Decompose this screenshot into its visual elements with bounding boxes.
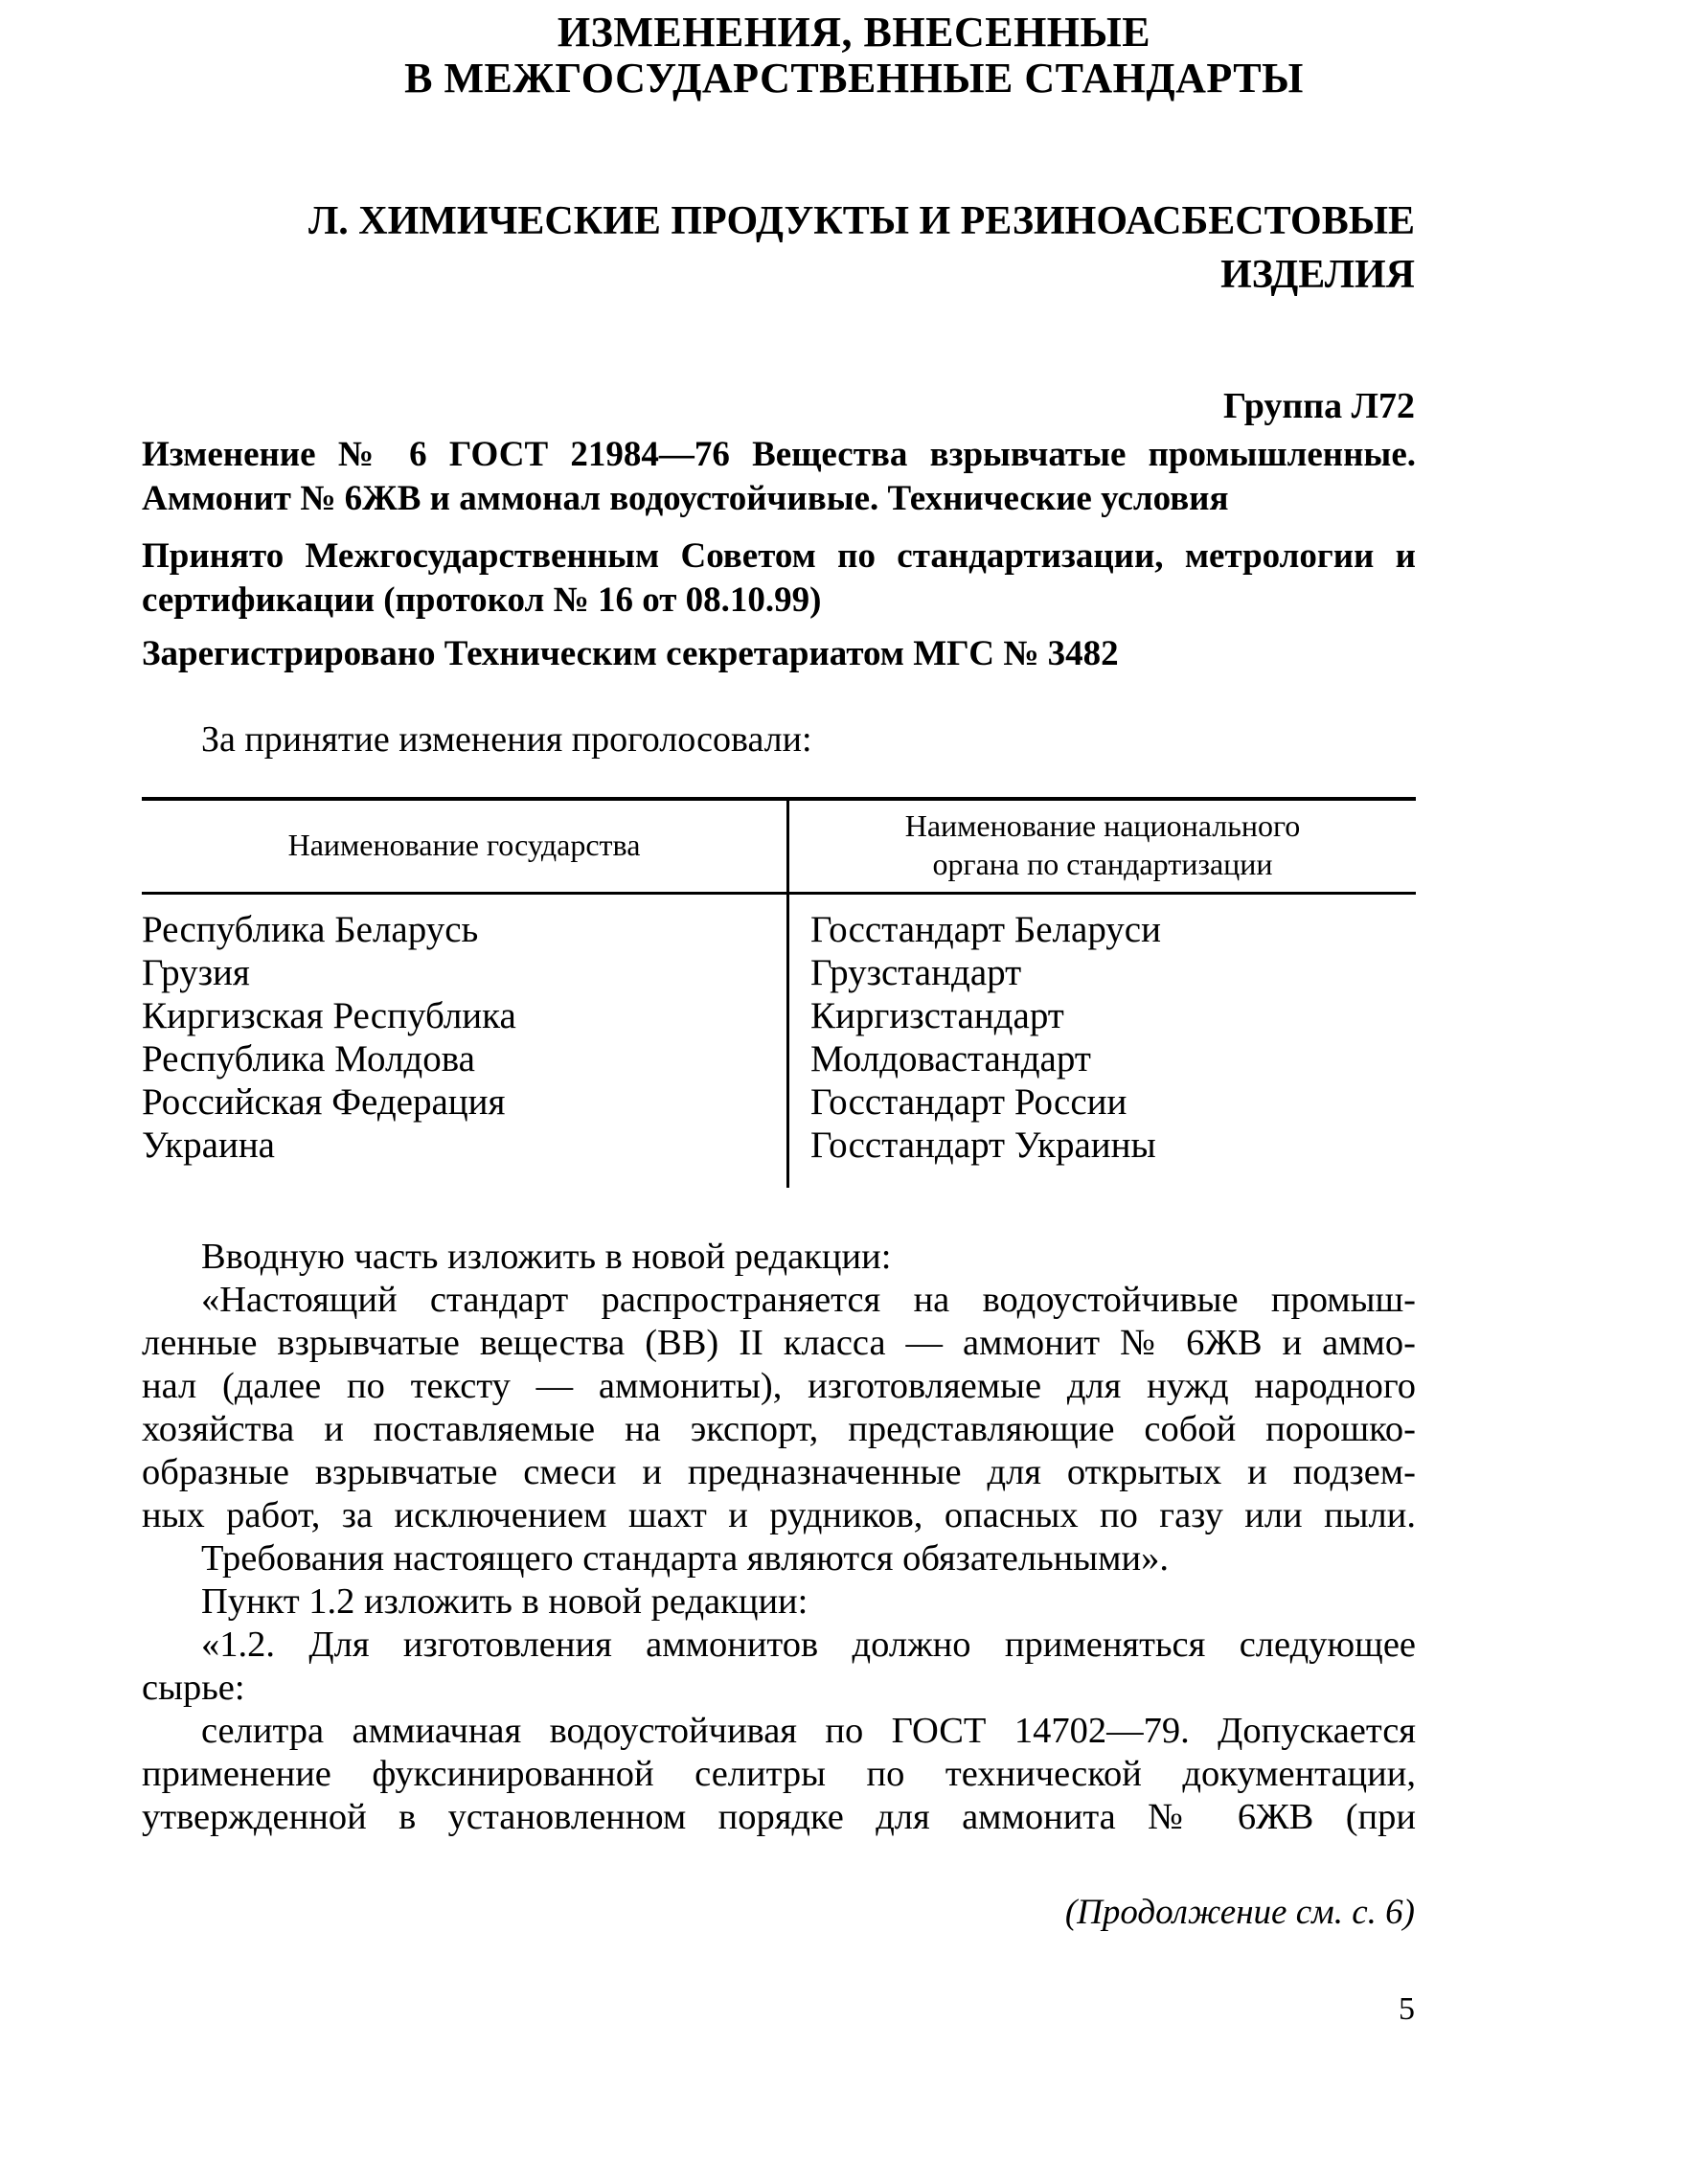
table-cell-state: Республика Беларусь (142, 909, 479, 950)
group-label: Группа Л72 (1222, 386, 1415, 426)
body-line: селитра аммиачная водоустойчивая по ГОСТ 14702—79. Допускается (201, 1711, 1416, 1751)
body-line: применение фуксинированной селитры по технической документации, (142, 1754, 1416, 1794)
change-title (142, 433, 1416, 521)
body-line: «1.2. Для изготовления аммонитов должно применяться следующее (201, 1625, 1416, 1665)
body-line: ных работ, за исключением шахт и рудников, опасных по газу или пыли. (142, 1495, 1416, 1535)
section-title-line-2: ИЗДЕЛИЯ (1220, 253, 1415, 297)
body-line: нал (далее по тексту — аммониты), изготовляемые для нужд народного (142, 1366, 1416, 1406)
table-top-rule (142, 797, 1416, 801)
main-title-line-1: ИЗМЕНЕНИЯ, ВНЕСЕННЫЕ (557, 9, 1151, 56)
adopted-note (142, 534, 1416, 623)
body-text (142, 1236, 1416, 1839)
body-line: Пункт 1.2 изложить в новой редакции: (201, 1581, 808, 1622)
change-title-line-2: Аммонит № 6ЖВ и аммонал водоустойчивые. Технические условия (142, 479, 1229, 518)
table-header-rule (142, 892, 1416, 895)
body-line: Вводную часть изложить в новой редакции: (201, 1237, 892, 1277)
table-cell-state: Грузия (142, 952, 250, 993)
body-line: хозяйства и поставляемые на экспорт, представляющие собой порошко- (142, 1409, 1416, 1449)
body-line: утвержденной в установленном порядке для аммонита № 6ЖВ (при (142, 1797, 1416, 1837)
change-title-line-1: Изменение № 6 ГОСТ 21984—76 Вещества взрывчатые промышленные. (142, 435, 1416, 474)
body-line: образные взрывчатые смеси и предназначенные для открытых и подзем- (142, 1452, 1416, 1492)
table-cell-body: Госстандарт России (810, 1081, 1127, 1123)
table-cell-state: Киргизская Республика (142, 995, 516, 1036)
table-header-body-line-1: Наименование национального (904, 808, 1301, 843)
table-cell-body: Молдовастандарт (810, 1038, 1091, 1080)
table-header-state: Наименование государства (287, 828, 641, 862)
page-number: 5 (1399, 1991, 1415, 2027)
table-cell-state: Украина (142, 1125, 275, 1166)
continuation-note: (Продолжение см. с. 6) (1064, 1893, 1415, 1932)
main-title-line-2: В МЕЖГОСУДАРСТВЕННЫЕ СТАНДАРТЫ (404, 55, 1304, 102)
adopted-line-2: сертификации (протокол № 16 от 08.10.99) (142, 580, 822, 620)
body-line: Требования настоящего стандарта являются обязательными». (201, 1538, 1169, 1579)
section-title-line-1: Л. ХИМИЧЕСКИЕ ПРОДУКТЫ И РЕЗИНОАСБЕСТОВЫЕ (307, 199, 1415, 243)
body-line: сырье: (142, 1668, 245, 1708)
registered-note: Зарегистрировано Техническим секретариатом МГС № 3482 (142, 634, 1119, 673)
adopted-line-1: Принято Межгосударственным Советом по стандартизации, метрологии и (142, 536, 1416, 576)
table-cell-body: Киргизстандарт (810, 995, 1064, 1036)
body-line: ленные взрывчатые вещества (ВВ) II класса — аммонит № 6ЖВ и аммо- (142, 1323, 1416, 1363)
table-cell-body: Грузстандарт (810, 952, 1022, 993)
table-cell-state: Республика Молдова (142, 1038, 475, 1080)
table-header-body-line-2: органа по стандартизации (932, 847, 1273, 881)
table-cell-state: Российская Федерация (142, 1081, 506, 1123)
voted-intro: За принятие изменения проголосовали: (201, 719, 812, 760)
table-cell-body: Госстандарт Украины (810, 1125, 1156, 1166)
table-cell-body: Госстандарт Беларуси (810, 909, 1161, 950)
body-line: «Настоящий стандарт распространяется на водоустойчивые промыш- (201, 1280, 1416, 1320)
